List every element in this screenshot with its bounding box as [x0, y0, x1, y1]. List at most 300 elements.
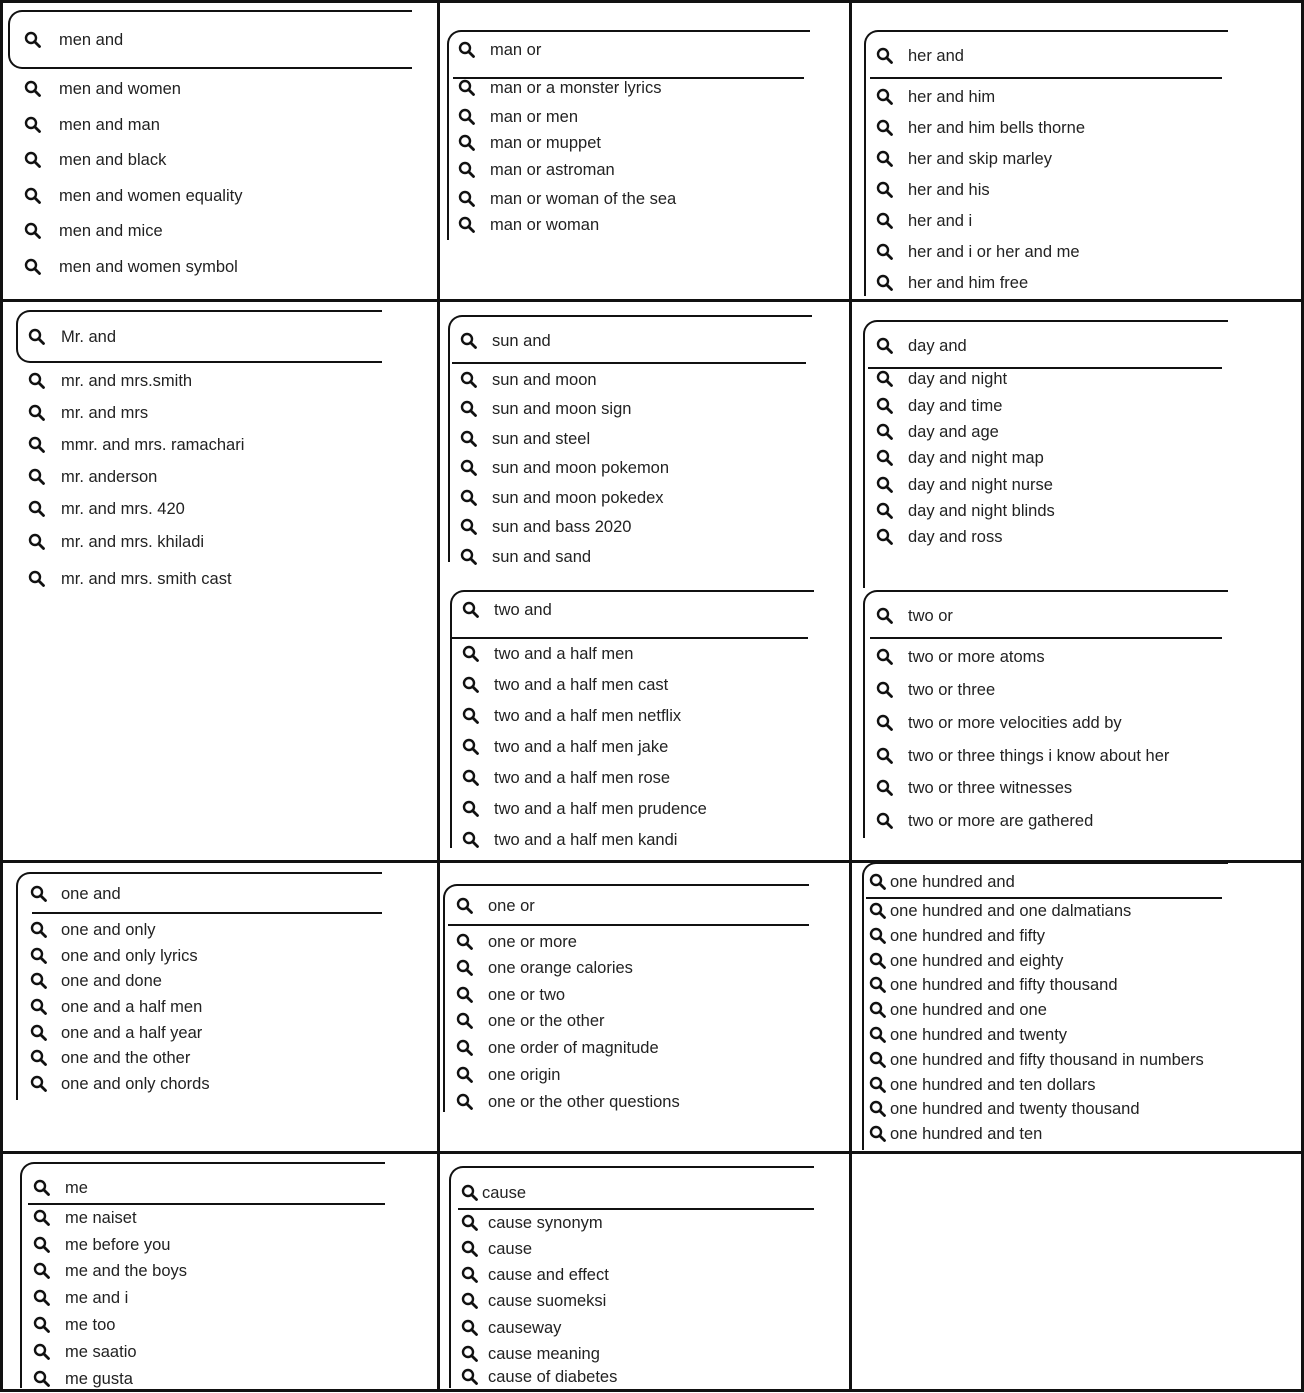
search-box-separator — [870, 637, 1222, 639]
suggestion-text: one origin — [488, 1066, 561, 1084]
search-icon — [876, 397, 894, 415]
search-icon — [869, 952, 887, 970]
suggestion-item[interactable] — [30, 1074, 210, 1094]
suggestion-item[interactable] — [876, 475, 1053, 495]
suggestion-item[interactable] — [876, 87, 996, 107]
search-icon — [456, 1093, 474, 1111]
search-input[interactable] — [458, 40, 542, 60]
search-icon — [28, 500, 46, 518]
suggestion-text: her and him — [908, 88, 996, 106]
search-query-text: me — [65, 1179, 88, 1197]
suggestion-text: her and skip marley — [908, 150, 1052, 168]
search-icon — [24, 31, 42, 49]
search-icon — [876, 181, 894, 199]
search-icon — [869, 873, 887, 891]
suggestion-item[interactable] — [458, 133, 601, 153]
suggestion-item[interactable] — [869, 1000, 1047, 1020]
suggestion-item[interactable] — [30, 971, 162, 991]
search-icon — [458, 161, 476, 179]
suggestion-text: causeway — [488, 1319, 562, 1337]
suggestion-item[interactable] — [876, 396, 1003, 416]
suggestion-item[interactable] — [876, 713, 1122, 733]
suggestion-item[interactable] — [869, 1050, 1204, 1070]
suggestion-text: me before you — [65, 1236, 171, 1254]
suggestion-text: sun and steel — [492, 430, 591, 448]
suggestion-text: sun and moon sign — [492, 400, 632, 418]
suggestion-item[interactable] — [876, 647, 1045, 667]
suggestion-text: two and a half men — [494, 645, 634, 663]
search-icon — [462, 601, 480, 619]
suggestion-text: mr. and mrs. khiladi — [61, 533, 205, 551]
suggestion-item[interactable] — [456, 1011, 605, 1031]
search-input[interactable] — [24, 30, 124, 50]
suggestion-item[interactable] — [876, 680, 996, 700]
search-icon — [876, 370, 894, 388]
grid-border-top — [0, 0, 1304, 3]
suggestion-item[interactable] — [33, 1261, 187, 1281]
search-icon — [28, 436, 46, 454]
search-icon — [28, 328, 46, 346]
suggestion-item[interactable] — [458, 160, 615, 180]
suggestion-item[interactable] — [460, 429, 591, 449]
search-box-separator — [866, 897, 1222, 899]
suggestion-item[interactable] — [33, 1315, 116, 1335]
search-query-text: two or — [908, 607, 953, 625]
search-icon — [876, 47, 894, 65]
search-box-separator — [32, 912, 382, 914]
search-box-separator — [28, 1203, 385, 1205]
suggestion-item[interactable] — [462, 799, 707, 819]
suggestion-text: sun and moon — [492, 371, 597, 389]
search-input[interactable] — [460, 331, 551, 351]
suggestion-item[interactable] — [461, 1344, 600, 1364]
search-icon — [869, 1001, 887, 1019]
suggestion-text: man or men — [490, 108, 579, 126]
suggestion-item[interactable] — [458, 215, 600, 235]
suggestion-item[interactable] — [24, 186, 243, 206]
search-icon — [876, 88, 894, 106]
suggestion-text: one orange calories — [488, 959, 633, 977]
suggestion-text: cause of diabetes — [488, 1368, 618, 1386]
suggestion-text: her and his — [908, 181, 990, 199]
suggestion-text: me and i — [65, 1289, 129, 1307]
search-icon — [869, 902, 887, 920]
suggestion-text: mr. and mrs. smith cast — [61, 570, 232, 588]
suggestion-item[interactable] — [461, 1239, 533, 1259]
suggestion-item[interactable] — [456, 932, 577, 952]
suggestion-item[interactable] — [876, 501, 1055, 521]
search-icon — [33, 1370, 51, 1388]
suggestion-text: one hundred and one dalmatians — [890, 902, 1132, 920]
search-icon — [28, 372, 46, 390]
search-icon — [876, 243, 894, 261]
search-icon — [461, 1266, 479, 1284]
search-icon — [869, 1076, 887, 1094]
suggestion-item[interactable] — [869, 901, 1132, 921]
suggestion-item[interactable] — [876, 118, 1086, 138]
suggestion-item[interactable] — [460, 370, 597, 390]
search-icon — [461, 1184, 479, 1202]
suggestion-item[interactable] — [462, 675, 669, 695]
suggestion-text: two or more atoms — [908, 648, 1045, 666]
search-icon — [876, 212, 894, 230]
suggestion-text: her and him free — [908, 274, 1029, 292]
search-icon — [456, 1039, 474, 1057]
search-icon — [24, 116, 42, 134]
suggestion-text: one hundred and fifty thousand in numbers — [890, 1051, 1204, 1069]
search-input[interactable] — [462, 600, 552, 620]
suggestion-item[interactable] — [24, 221, 163, 241]
suggestion-item[interactable] — [876, 180, 990, 200]
suggestion-item[interactable] — [28, 467, 158, 487]
suggestion-item[interactable] — [458, 78, 662, 98]
search-icon — [460, 518, 478, 536]
suggestion-text: mr. and mrs.smith — [61, 372, 193, 390]
suggestion-text: mr. anderson — [61, 468, 158, 486]
suggestion-text: man or woman of the sea — [490, 190, 677, 208]
suggestion-text: two and a half men cast — [494, 676, 669, 694]
suggestion-text: day and night — [908, 370, 1008, 388]
search-icon — [456, 986, 474, 1004]
search-input[interactable] — [876, 606, 953, 626]
suggestion-item[interactable] — [461, 1291, 607, 1311]
search-icon — [460, 548, 478, 566]
suggestion-item[interactable] — [876, 369, 1008, 389]
search-icon — [876, 337, 894, 355]
search-icon — [30, 921, 48, 939]
search-icon — [458, 79, 476, 97]
suggestion-item[interactable] — [876, 422, 999, 442]
suggestion-item[interactable] — [869, 1075, 1096, 1095]
search-query-text: cause — [482, 1184, 527, 1202]
search-box-separator — [452, 362, 806, 364]
suggestion-item[interactable] — [33, 1342, 137, 1362]
search-icon — [876, 423, 894, 441]
suggestion-text: man or astroman — [490, 161, 615, 179]
suggestion-item[interactable] — [461, 1367, 618, 1387]
search-icon — [33, 1236, 51, 1254]
suggestion-item[interactable] — [869, 1124, 1043, 1144]
search-icon — [33, 1289, 51, 1307]
grid-row-divider-1 — [0, 299, 1304, 302]
search-icon — [33, 1209, 51, 1227]
suggestion-item[interactable] — [462, 706, 682, 726]
suggestion-text: one and the other — [61, 1049, 191, 1067]
suggestion-item[interactable] — [876, 448, 1044, 468]
search-icon — [30, 1049, 48, 1067]
search-icon — [876, 449, 894, 467]
search-icon — [33, 1179, 51, 1197]
suggestion-text: two or three things i know about her — [908, 747, 1170, 765]
suggestion-item[interactable] — [461, 1213, 603, 1233]
search-query-text: man or — [490, 41, 542, 59]
search-icon — [461, 1345, 479, 1363]
suggestion-text: one and a half men — [61, 998, 203, 1016]
search-icon — [30, 998, 48, 1016]
search-query-text: day and — [908, 337, 967, 355]
suggestion-text: one or the other — [488, 1012, 605, 1030]
search-input[interactable] — [30, 884, 121, 904]
suggestion-item[interactable] — [460, 458, 670, 478]
suggestion-text: men and women equality — [59, 187, 243, 205]
search-icon — [28, 533, 46, 551]
search-icon — [869, 1026, 887, 1044]
suggestion-text: one and only — [61, 921, 156, 939]
suggestion-text: one or more — [488, 933, 577, 951]
suggestion-item[interactable] — [33, 1288, 129, 1308]
search-icon — [876, 747, 894, 765]
search-icon — [460, 489, 478, 507]
suggestion-item[interactable] — [876, 778, 1073, 798]
suggestion-item[interactable] — [28, 569, 232, 589]
search-icon — [876, 150, 894, 168]
suggestion-item[interactable] — [876, 811, 1094, 831]
suggestion-item[interactable] — [24, 79, 181, 99]
suggestion-text: two and a half men netflix — [494, 707, 682, 725]
search-icon — [876, 274, 894, 292]
suggestion-text: men and man — [59, 116, 160, 134]
suggestion-item[interactable] — [460, 517, 632, 537]
suggestion-item[interactable] — [456, 1038, 659, 1058]
suggestion-text: day and age — [908, 423, 999, 441]
suggestion-text: cause suomeksi — [488, 1292, 607, 1310]
search-query-text: one and — [61, 885, 121, 903]
suggestion-text: two or three witnesses — [908, 779, 1073, 797]
suggestion-item[interactable] — [876, 149, 1052, 169]
search-box-separator — [452, 637, 808, 639]
search-icon — [462, 707, 480, 725]
search-icon — [876, 528, 894, 546]
search-icon — [461, 1214, 479, 1232]
suggestion-item[interactable] — [456, 1065, 561, 1085]
suggestion-item[interactable] — [24, 115, 160, 135]
suggestion-text: man or a monster lyrics — [490, 79, 662, 97]
suggestion-text: men and mice — [59, 222, 163, 240]
grid-col-divider-2 — [849, 0, 852, 1392]
search-icon — [461, 1240, 479, 1258]
search-input[interactable] — [876, 336, 967, 356]
suggestion-text: cause synonym — [488, 1214, 603, 1232]
suggestion-text: day and time — [908, 397, 1003, 415]
suggestion-item[interactable] — [24, 257, 238, 277]
search-box-separator — [458, 1208, 814, 1210]
suggestion-text: cause meaning — [488, 1345, 600, 1363]
suggestion-text: cause and effect — [488, 1266, 609, 1284]
suggestion-item[interactable] — [456, 985, 566, 1005]
search-icon — [460, 430, 478, 448]
grid-col-divider-1 — [437, 0, 440, 1392]
suggestion-text: two and a half men prudence — [494, 800, 707, 818]
suggestion-item[interactable] — [461, 1318, 562, 1338]
suggestion-item[interactable] — [30, 946, 198, 966]
search-icon — [28, 404, 46, 422]
search-query-text: sun and — [492, 332, 551, 350]
suggestion-text: sun and moon pokemon — [492, 459, 670, 477]
suggestion-item[interactable] — [876, 211, 973, 231]
search-icon — [458, 108, 476, 126]
suggestion-text: sun and moon pokedex — [492, 489, 664, 507]
search-icon — [461, 1368, 479, 1386]
search-icon — [458, 190, 476, 208]
search-input[interactable] — [28, 327, 117, 347]
search-icon — [33, 1262, 51, 1280]
search-box-separator — [448, 924, 809, 926]
suggestion-text: one hundred and ten — [890, 1125, 1043, 1143]
search-icon — [28, 570, 46, 588]
suggestion-text: day and night blinds — [908, 502, 1055, 520]
search-input[interactable] — [869, 872, 1015, 892]
search-icon — [460, 459, 478, 477]
search-icon — [30, 885, 48, 903]
search-input[interactable] — [33, 1178, 88, 1198]
search-icon — [876, 648, 894, 666]
search-icon — [876, 681, 894, 699]
suggestion-item[interactable] — [462, 830, 678, 850]
search-icon — [24, 151, 42, 169]
search-icon — [869, 1100, 887, 1118]
search-query-text: one hundred and — [890, 873, 1015, 891]
suggestion-text: one and done — [61, 972, 162, 990]
suggestion-text: day and night map — [908, 449, 1044, 467]
search-icon — [30, 1024, 48, 1042]
suggestion-text: her and i or her and me — [908, 243, 1080, 261]
suggestion-text: mr. and mrs. 420 — [61, 500, 185, 518]
suggestion-text: me and the boys — [65, 1262, 187, 1280]
suggestion-item[interactable] — [33, 1235, 171, 1255]
suggestion-text: one hundred and one — [890, 1001, 1047, 1019]
search-icon — [24, 258, 42, 276]
search-icon — [456, 897, 474, 915]
search-query-text: one or — [488, 897, 535, 915]
suggestion-item[interactable] — [460, 488, 664, 508]
search-icon — [456, 1012, 474, 1030]
suggestion-item[interactable] — [869, 1025, 1068, 1045]
suggestion-text: men and women — [59, 80, 181, 98]
suggestion-item[interactable] — [458, 189, 677, 209]
search-icon — [458, 134, 476, 152]
suggestion-text: one hundred and twenty thousand — [890, 1100, 1140, 1118]
grid-row-divider-3 — [0, 1151, 1304, 1154]
search-icon — [458, 216, 476, 234]
suggestion-item[interactable] — [869, 975, 1118, 995]
suggestion-text: one and a half year — [61, 1024, 203, 1042]
suggestion-item[interactable] — [460, 399, 632, 419]
suggestion-text: her and him bells thorne — [908, 119, 1086, 137]
search-icon — [30, 947, 48, 965]
search-query-text: Mr. and — [61, 328, 117, 346]
search-icon — [876, 812, 894, 830]
suggestion-item[interactable] — [24, 150, 167, 170]
suggestion-item[interactable] — [869, 926, 1046, 946]
suggestion-item[interactable] — [30, 1023, 203, 1043]
suggestion-text: one or the other questions — [488, 1093, 680, 1111]
suggestion-text: day and night nurse — [908, 476, 1053, 494]
search-icon — [456, 933, 474, 951]
suggestion-text: one or two — [488, 986, 566, 1004]
suggestion-item[interactable] — [28, 499, 185, 519]
suggestion-text: two or more velocities add by — [908, 714, 1122, 732]
suggestion-item[interactable] — [876, 746, 1170, 766]
search-query-text: her and — [908, 47, 964, 65]
suggestion-item[interactable] — [876, 273, 1029, 293]
suggestion-item[interactable] — [876, 527, 1003, 547]
search-icon — [876, 476, 894, 494]
search-icon — [30, 1075, 48, 1093]
suggestion-item[interactable] — [462, 644, 634, 664]
search-icon — [460, 332, 478, 350]
suggestion-item[interactable] — [30, 997, 203, 1017]
suggestion-item[interactable] — [460, 547, 592, 567]
search-query-text: two and — [494, 601, 552, 619]
suggestion-text: one hundred and fifty thousand — [890, 976, 1118, 994]
search-icon — [461, 1319, 479, 1337]
search-box-separator — [870, 77, 1222, 79]
suggestion-item[interactable] — [33, 1208, 137, 1228]
search-input[interactable] — [876, 46, 964, 66]
search-input[interactable] — [461, 1183, 527, 1203]
suggestion-text: me too — [65, 1316, 116, 1334]
suggestion-text: man or woman — [490, 216, 600, 234]
suggestion-text: men and women symbol — [59, 258, 238, 276]
suggestion-text: mmr. and mrs. ramachari — [61, 436, 245, 454]
grid-border-left — [0, 0, 3, 1392]
search-icon — [458, 41, 476, 59]
suggestion-item[interactable] — [461, 1265, 609, 1285]
search-icon — [869, 976, 887, 994]
search-icon — [460, 400, 478, 418]
search-icon — [876, 119, 894, 137]
suggestion-item[interactable] — [30, 920, 156, 940]
suggestion-item[interactable] — [876, 242, 1080, 262]
suggestion-item[interactable] — [28, 532, 205, 552]
suggestion-text: me naiset — [65, 1209, 137, 1227]
search-icon — [460, 371, 478, 389]
search-input[interactable] — [456, 896, 535, 916]
search-icon — [876, 607, 894, 625]
suggestion-item[interactable] — [869, 951, 1064, 971]
suggestion-text: one hundred and fifty — [890, 927, 1046, 945]
search-icon — [876, 502, 894, 520]
suggestion-item[interactable] — [30, 1048, 191, 1068]
suggestion-item[interactable] — [28, 371, 193, 391]
suggestion-text: two or more are gathered — [908, 812, 1094, 830]
suggestion-item[interactable] — [28, 435, 245, 455]
suggestion-text: one hundred and ten dollars — [890, 1076, 1096, 1094]
search-icon — [462, 769, 480, 787]
suggestion-item[interactable] — [456, 958, 633, 978]
suggestion-item[interactable] — [458, 107, 579, 127]
search-icon — [462, 738, 480, 756]
search-icon — [24, 80, 42, 98]
suggestion-item[interactable] — [462, 768, 671, 788]
search-icon — [462, 800, 480, 818]
suggestion-text: men and black — [59, 151, 167, 169]
suggestion-item[interactable] — [869, 1099, 1140, 1119]
suggestion-text: one and only lyrics — [61, 947, 198, 965]
search-icon — [462, 831, 480, 849]
suggestion-item[interactable] — [33, 1369, 133, 1389]
suggestion-text: sun and bass 2020 — [492, 518, 632, 536]
suggestion-text: day and ross — [908, 528, 1003, 546]
suggestion-text: man or muppet — [490, 134, 601, 152]
suggestion-text: me gusta — [65, 1370, 133, 1388]
suggestion-text: cause — [488, 1240, 533, 1258]
suggestion-text: one hundred and eighty — [890, 952, 1064, 970]
suggestion-item[interactable] — [28, 403, 149, 423]
suggestion-item[interactable] — [456, 1092, 680, 1112]
suggestion-item[interactable] — [462, 737, 669, 757]
search-icon — [869, 1125, 887, 1143]
